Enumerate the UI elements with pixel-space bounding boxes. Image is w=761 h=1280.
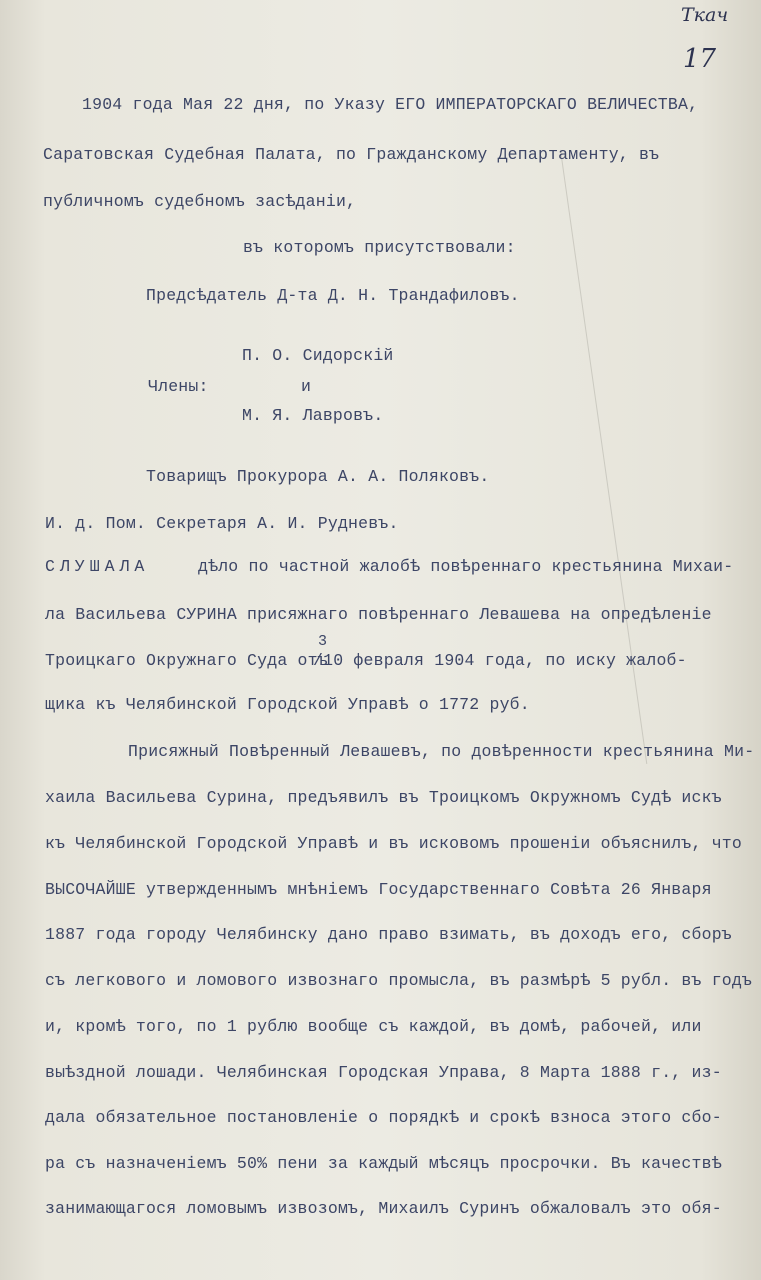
body-line: и, кромѣ того, по 1 рублю вообще съ каждой, въ домѣ, рабочей, или <box>45 1017 702 1036</box>
header-line-2: Саратовская Судебная Палата, по Гражданскому Департаменту, въ <box>43 145 660 164</box>
body-line: Присяжный Повѣренный Левашевъ, по довѣренности крестьянина Ми- <box>128 742 755 761</box>
heard-line-2: ла Васильева СУРИНА присяжнаго повѣреннаго Левашева на опредѣленіе <box>45 605 712 624</box>
heard-line-3: Троицкаго Окружнаго Суда отъ <box>45 651 328 670</box>
body-line: 1887 года городу Челябинску дано право взимать, въ доходъ его, сборъ <box>45 925 732 944</box>
page-number: 17 <box>683 44 717 74</box>
body-line: хаила Васильева Сурина, предъявилъ въ Троицкомъ Окружномъ Судѣ искъ <box>45 788 722 807</box>
members-conjunction: и <box>301 377 312 396</box>
header-line-1: 1904 года Мая 22 дня, по Указу ЕГО ИМПЕРАТОРСКАГО ВЕЛИЧЕСТВА, <box>82 95 699 114</box>
member-1: П. О. Сидорскій <box>242 346 394 365</box>
body-line: съ легкового и ломового извознаго промысла, въ размѣрѣ 5 рубл. въ годъ <box>45 971 753 990</box>
members-label: Члены: <box>148 377 209 396</box>
body-line: дала обязательное постановленіе о порядкѣ и срокѣ взноса этого сбо- <box>45 1108 722 1127</box>
body-line: къ Челябинской Городской Управѣ и въ исковомъ прошеніи объяснилъ, что <box>45 834 743 853</box>
body-line: занимающагося ломовымъ извозомъ, Михаилъ Суринъ обжаловалъ это обя- <box>45 1199 722 1218</box>
heard-line-3-date: /10 февраля 1904 года, по иску жалоб- <box>313 651 687 670</box>
body-line: ра съ назначеніемъ 50% пени за каждый мѣсяцъ просрочки. Въ качествѣ <box>45 1154 722 1173</box>
heard-line-4: щика къ Челябинской Городской Управѣ о 1772 руб. <box>45 695 530 714</box>
date-fraction-top: 3 <box>318 633 328 650</box>
heard-line-1: дѣло по частной жалобѣ повѣреннаго крестьянина Михаи- <box>198 557 734 576</box>
corner-handwritten-note: Ткач <box>681 4 729 26</box>
chairman-line: Предсѣдатель Д-та Д. Н. Трандафиловъ. <box>146 286 520 305</box>
member-2: М. Я. Лавровъ. <box>242 406 384 425</box>
body-line: ВЫСОЧАЙШЕ утвержденнымъ мнѣніемъ Государственнаго Совѣта 26 Января <box>45 880 712 899</box>
secretary-line: И. д. Пом. Секретаря А. И. Рудневъ. <box>45 514 399 533</box>
present-intro: въ которомъ присутствовали: <box>243 238 516 257</box>
prosecutor-line: Товарищъ Прокурора А. А. Поляковъ. <box>146 467 490 486</box>
header-line-3: публичномъ судебномъ засѣданіи, <box>43 192 357 211</box>
body-line: выѣздной лошади. Челябинская Городская Управа, 8 Марта 1888 г., из- <box>45 1063 722 1082</box>
heard-heading: СЛУШАЛА <box>45 557 150 576</box>
